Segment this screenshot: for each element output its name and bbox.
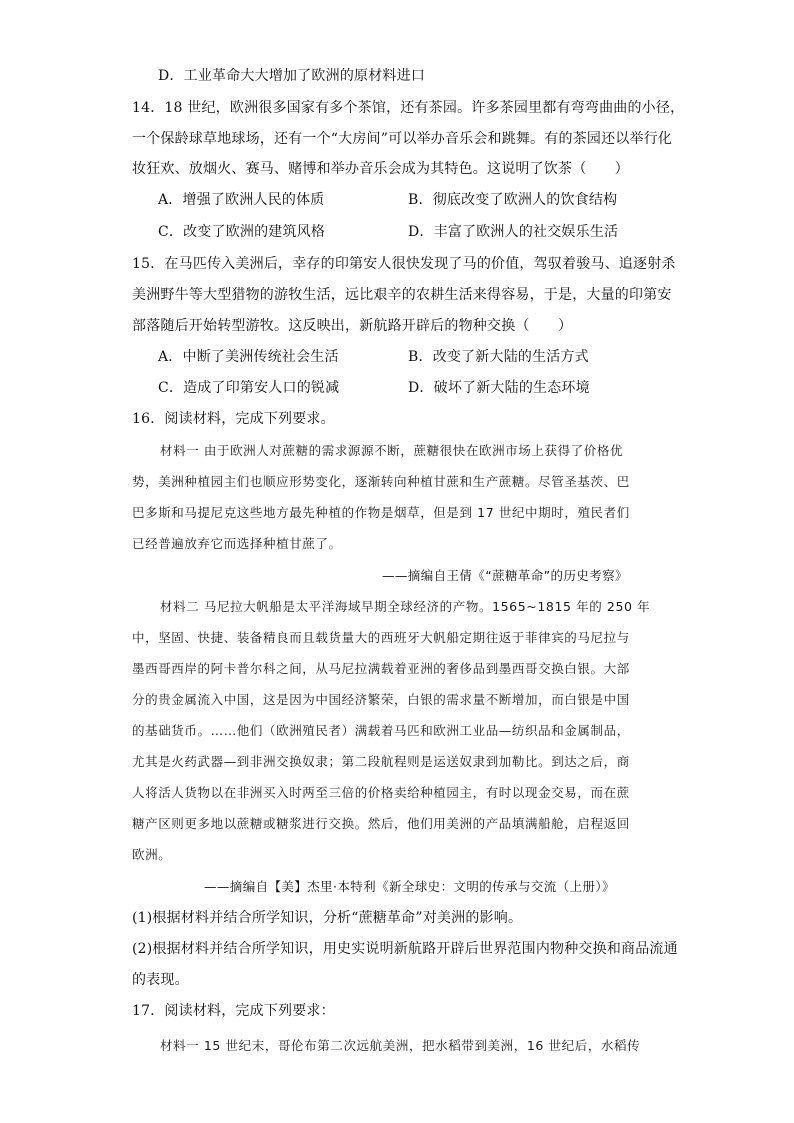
q16-source-2: ——摘编自【美】杰里·本特利《新全球史：文明的传承与交流（上册）》	[204, 879, 615, 894]
q14-option-a: A．增强了欧洲人民的体质	[158, 192, 325, 208]
q13-option-d: D．工业革命大大增加了欧洲的原材料进口	[158, 68, 426, 84]
q16-material2-line-2: 中，坚固、快捷、装备精良而且载货量大的西班牙大帆船定期往返于菲律宾的马尼拉与	[132, 630, 630, 645]
q15-option-a: A．中断了美洲传统社会生活	[158, 349, 339, 365]
q16-requirement-2-line-2: 的表现。	[132, 972, 189, 988]
q16-material2-line-3: 墨西哥西岸的阿卡普尔科之间，从马尼拉满载着亚洲的奢侈品到墨西哥交换白银。大部	[132, 661, 630, 676]
q16-material2-line-6: 尤其是火药武器—到非洲交换奴隶；第二段航程则是运送奴隶到加勒比。到达之后，商	[132, 754, 630, 769]
q14-stem-line-3: 妆狂欢、放烟火、赛马、赌博和举办音乐会成为其特色。这说明了饮茶（ ）	[132, 161, 629, 177]
q15-option-b: B．改变了新大陆的生活方式	[408, 349, 589, 365]
q16-material2-line-5: 的基础货币。……他们（欧洲殖民者）满载着马匹和欧洲工业品—纺织品和金属制品，	[132, 723, 630, 738]
q16-material2-line-4: 分的贵金属流入中国，这是因为中国经济繁荣，白银的需求量不断增加，而白银是中国	[132, 692, 630, 707]
q14-option-b: B．彻底改变了欧洲人的饮食结构	[408, 192, 618, 208]
q15-stem-line-1: 15．在马匹传入美洲后，幸存的印第安人很快发现了马的价值，驾驭着骏马、追逐射杀	[132, 256, 676, 272]
q15-stem-line-2: 美洲野牛等大型猎物的游牧生活，远比艰辛的农耕生活来得容易，于是，大量的印第安	[132, 287, 672, 303]
q14-stem-line-1: 14．18 世纪，欧洲很多国家有多个茶馆，还有茶园。许多茶园里都有弯弯曲曲的小径，	[132, 100, 685, 116]
q16-material1-line-1: 材料一 由于欧洲人对蔗糖的需求源源不断，蔗糖很快在欧洲市场上获得了价格优	[160, 443, 624, 458]
q16-material1-line-3: 巴多斯和马提尼克这些地方最先种植的作物是烟草，但是到 17 世纪中期时，殖民者们	[132, 505, 630, 520]
q16-source-1: ——摘编自王倩《“蔗糖革命”的历史考察》	[382, 568, 628, 583]
q16-material1-line-2: 势，美洲种植园主们也顺应形势变化，逐渐转向种植甘蔗和生产蔗糖。尽管圣基茨、巴	[132, 474, 630, 489]
q16-requirement-1: (1)根据材料并结合所学知识，分析“蔗糖革命”对美洲的影响。	[132, 910, 523, 926]
q15-option-c: C．造成了印第安人口的锐减	[158, 380, 340, 396]
q16-material2-line-9: 欧洲。	[132, 847, 172, 862]
q16-requirement-2-line-1: (2)根据材料并结合所学知识，用史实说明新航路开辟后世界范围内物种交换和商品流通	[132, 941, 678, 957]
q17-header: 17．阅读材料，完成下列要求：	[132, 1003, 335, 1019]
q16-material2-line-7: 人将活人货物以在非洲买入时两至三倍的价格卖给种植园主，有时以现金交易，而在蔗	[132, 785, 630, 800]
q14-option-d: D．丰富了欧洲人的社交娱乐生活	[408, 224, 619, 240]
q17-material1-line-1: 材料一 15 世纪末，哥伦布第二次远航美洲，把水稻带到美洲，16 世纪后，水稻传	[160, 1038, 641, 1053]
q16-material2-line-1: 材料二 马尼拉大帆船是太平洋海域早期全球经济的产物。1565~1815 年的 250 年	[160, 599, 651, 614]
q14-stem-line-2: 一个保龄球草地球场，还有一个“大房间”可以举办音乐会和跳舞。有的茶园还以举行化	[132, 131, 673, 147]
q15-option-d: D．破坏了新大陆的生态环境	[408, 380, 590, 396]
q15-stem-line-3: 部落随后开始转型游牧。这反映出，新航路开辟后的物种交换（ ）	[132, 318, 573, 334]
q16-header: 16．阅读材料，完成下列要求。	[132, 411, 335, 427]
q16-material2-line-8: 糖产区则更多地以蔗糖或糖浆进行交换。然后，他们用美洲的产品填满船舱，启程返回	[132, 816, 630, 831]
q16-material1-line-4: 已经普遍放弃它而选择种植甘蔗了。	[132, 536, 342, 551]
q14-option-c: C．改变了欧洲的建筑风格	[158, 224, 326, 240]
